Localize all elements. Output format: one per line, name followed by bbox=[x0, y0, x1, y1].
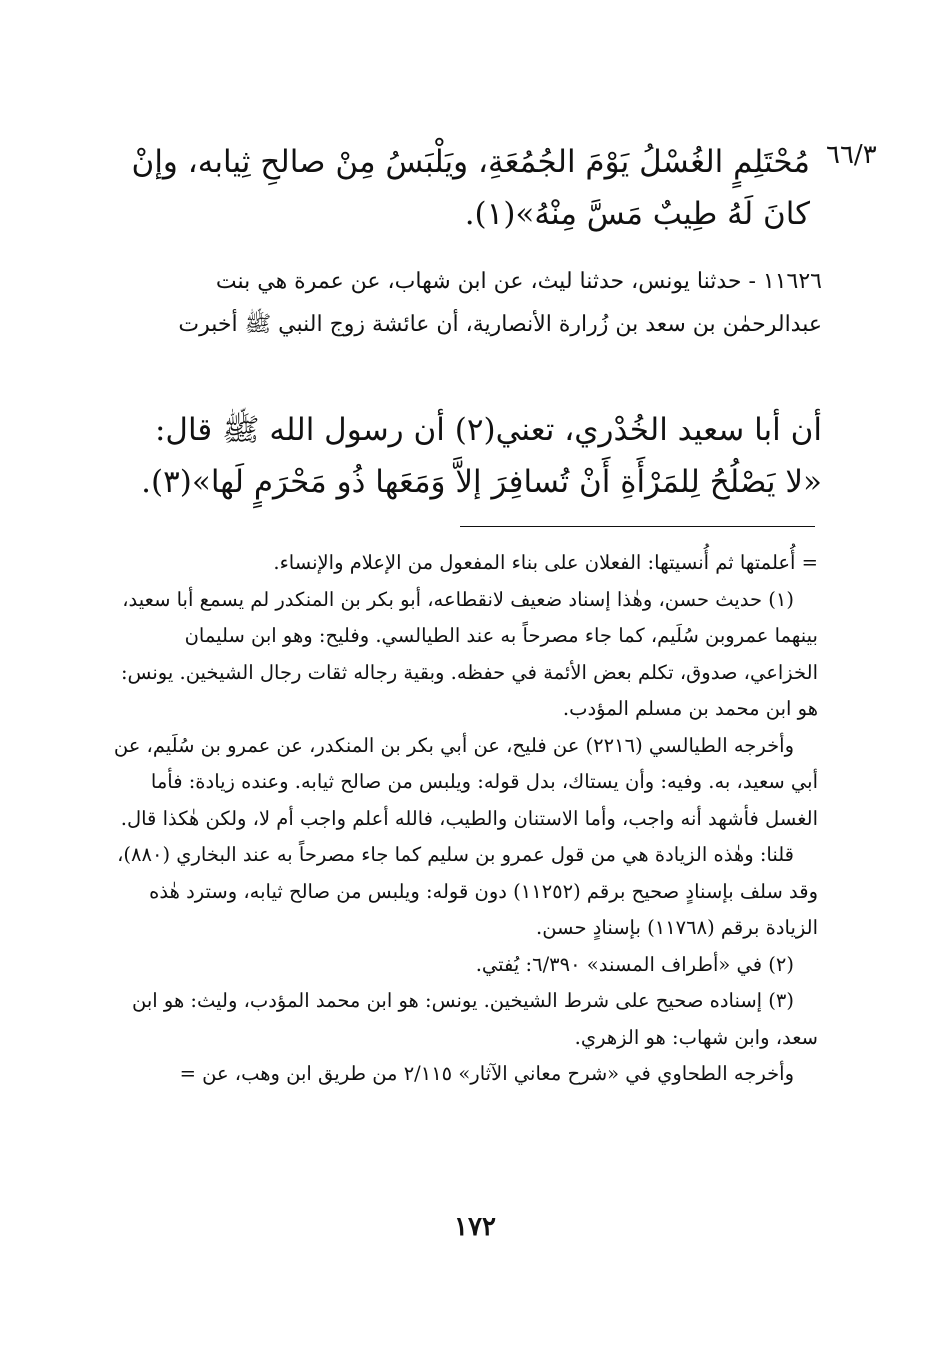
footnotes-section bbox=[110, 545, 818, 1093]
footnote-1-comment: قلنا: وهٰذه الزيادة هي من قول عمرو بن سليم كما جاء مصرحاً به عند البخاري (٨٨٠)، وقد سلف بإسنادٍ صحيح برقم (١١٢٥٢) دون قوله: ويلبس من صالح ثيابه، وسترد هٰذه الزيادة برقم (١١٧٦٨) بإسنادٍ حسن. bbox=[117, 843, 818, 939]
footnote-divider bbox=[460, 526, 815, 527]
footnote-3: (٣) إسناده صحيح على شرط الشيخين. يونس: هو ابن محمد المؤدب، وليث: هو ابن سعد، وابن شهاب: هو الزهري. bbox=[131, 989, 818, 1049]
isnad-text: ١١٦٢٦ - حدثنا يونس، حدثنا ليث، عن ابن شهاب، عن عمرة هي بنت عبدالرحمٰن بن سعد بن زُرارة الأنصارية، أن عائشة زوج النبي ﷺ أخبرت bbox=[178, 269, 822, 337]
page-number: ١٧٢ bbox=[454, 1212, 496, 1242]
hadith-volume-page-ref: ٦٦/٣ bbox=[826, 140, 877, 170]
hadith-main-text: مُحْتَلِمٍ الغُسْلُ يَوْمَ الجُمُعَةِ، ويَلْبَسُ مِنْ صالحِ ثِيابه، وإنْ كانَ لَهُ طِيبٌ مَسَّ مِنْهُ»(١). bbox=[131, 144, 810, 232]
footnote-1-takhrij: وأخرجه الطيالسي (٢٢١٦) عن فليح، عن أبي بكر بن المنكدر، عن عمرو بن سُلَيم، عن أبي سعيد، به. وفيه: وأن يستاك، بدل قوله: ويلبس من صالح ثيابه. وعنده زيادة: فأما الغسل فأشهد أنه واجب، وأما الاستنان والطيب، فالله أعلم واجب أم لا، ولكن هٰكذا قال. bbox=[113, 733, 818, 830]
hadith-second-text: أن أبا سعيد الخُدْري، تعني(٢) أن رسول الله ﷺ قال: «لا يَصْلُحُ لِلمَرْأَةِ أَنْ تُسافِرَ إلاَّ وَمَعَها ذُو مَحْرَمٍ لَها»(٣). bbox=[141, 412, 822, 500]
footnote-1: (١) حديث حسن، وهٰذا إسناد ضعيف لانقطاعه، أبو بكر بن المنكدر لم يسمع أبا سعيد، بينهما عمروبن سُلَيم، كما جاء مصرحاً به عند الطيالسي. وفليح: وهو ابن سليمان الخزاعي، صدوق، تكلم بعض الأئمة في حفظه. وبقية رجاله ثقات رجال الشيخين. يونس: هو ابن محمد بن مسلم المؤدب. bbox=[120, 587, 818, 720]
footnote-continuation: = أُعلمتها ثم أُنسيتها: الفعلان على بناء المفعول من الإعلام والإنساء. bbox=[273, 551, 818, 574]
footnote-3-takhrij: وأخرجه الطحاوي في «شرح معاني الآثار» ٢/١١٥ من طريق ابن وهب، عن = bbox=[179, 1062, 794, 1085]
footnote-2: (٢) في «أطراف المسند» ٦/٣٩٠: يُفتي. bbox=[475, 952, 794, 976]
